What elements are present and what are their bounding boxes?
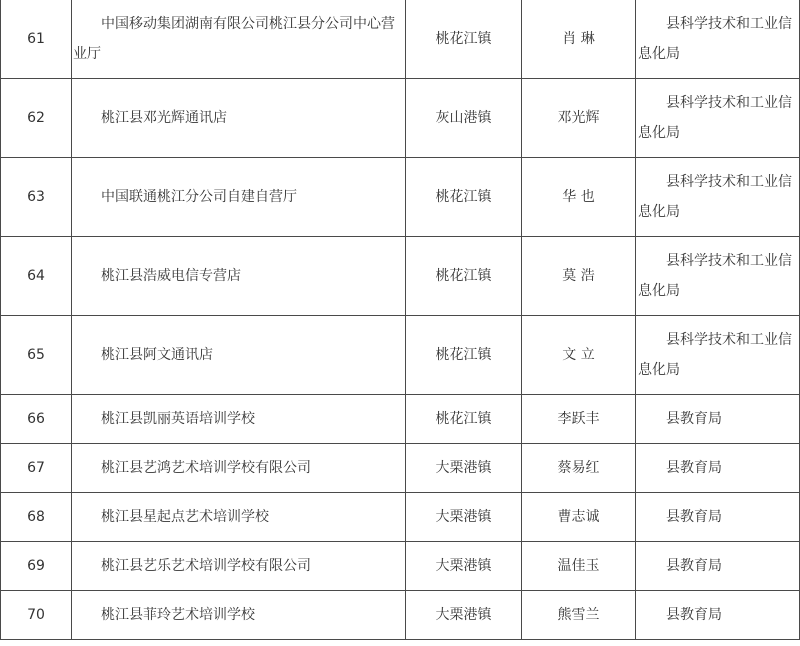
business-name: 桃江县凯丽英语培训学校	[72, 395, 406, 444]
table-row	[1, 316, 800, 395]
town: 大栗港镇	[406, 542, 522, 591]
town: 桃花江镇	[406, 158, 522, 237]
person-name: 曹志诚	[522, 493, 636, 542]
business-name: 桃江县菲玲艺术培训学校	[72, 591, 406, 640]
table-row	[1, 158, 800, 237]
department: 县科学技术和工业信息化局	[636, 79, 800, 158]
table-row	[1, 542, 800, 591]
table-row	[1, 395, 800, 444]
person-name: 李跃丰	[522, 395, 636, 444]
town: 灰山港镇	[406, 79, 522, 158]
row-number: 67	[1, 444, 72, 493]
business-name: 桃江县艺乐艺术培训学校有限公司	[72, 542, 406, 591]
row-number: 62	[1, 79, 72, 158]
department: 县科学技术和工业信息化局	[636, 237, 800, 316]
business-name: 桃江县艺鸿艺术培训学校有限公司	[72, 444, 406, 493]
person-name: 邓光辉	[522, 79, 636, 158]
town: 桃花江镇	[406, 0, 522, 79]
business-name: 桃江县邓光辉通讯店	[72, 79, 406, 158]
table-row	[1, 493, 800, 542]
row-number: 68	[1, 493, 72, 542]
person-name: 肖 琳	[522, 0, 636, 79]
business-name: 桃江县浩威电信专营店	[72, 237, 406, 316]
business-name: 中国联通桃江分公司自建自营厅	[72, 158, 406, 237]
row-number: 70	[1, 591, 72, 640]
business-name: 桃江县星起点艺术培训学校	[72, 493, 406, 542]
table-row	[1, 444, 800, 493]
town: 大栗港镇	[406, 591, 522, 640]
business-name: 桃江县阿文通讯店	[72, 316, 406, 395]
row-number: 61	[1, 0, 72, 79]
person-name: 蔡易红	[522, 444, 636, 493]
person-name: 熊雪兰	[522, 591, 636, 640]
town: 桃花江镇	[406, 237, 522, 316]
town: 大栗港镇	[406, 444, 522, 493]
department: 县教育局	[636, 493, 800, 542]
town: 桃花江镇	[406, 395, 522, 444]
table-row	[1, 591, 800, 640]
person-name: 温佳玉	[522, 542, 636, 591]
department: 县教育局	[636, 395, 800, 444]
table-row	[1, 237, 800, 316]
person-name: 莫 浩	[522, 237, 636, 316]
row-number: 65	[1, 316, 72, 395]
department: 县教育局	[636, 542, 800, 591]
row-number: 64	[1, 237, 72, 316]
table-row	[1, 79, 800, 158]
row-number: 63	[1, 158, 72, 237]
department: 县科学技术和工业信息化局	[636, 158, 800, 237]
person-name: 文 立	[522, 316, 636, 395]
row-number: 69	[1, 542, 72, 591]
row-number: 66	[1, 395, 72, 444]
department: 县科学技术和工业信息化局	[636, 316, 800, 395]
town: 桃花江镇	[406, 316, 522, 395]
table-row	[1, 0, 800, 79]
department: 县科学技术和工业信息化局	[636, 0, 800, 79]
department: 县教育局	[636, 444, 800, 493]
department: 县教育局	[636, 591, 800, 640]
business-name: 中国移动集团湖南有限公司桃江县分公司中心营业厅	[72, 0, 406, 79]
town: 大栗港镇	[406, 493, 522, 542]
person-name: 华 也	[522, 158, 636, 237]
